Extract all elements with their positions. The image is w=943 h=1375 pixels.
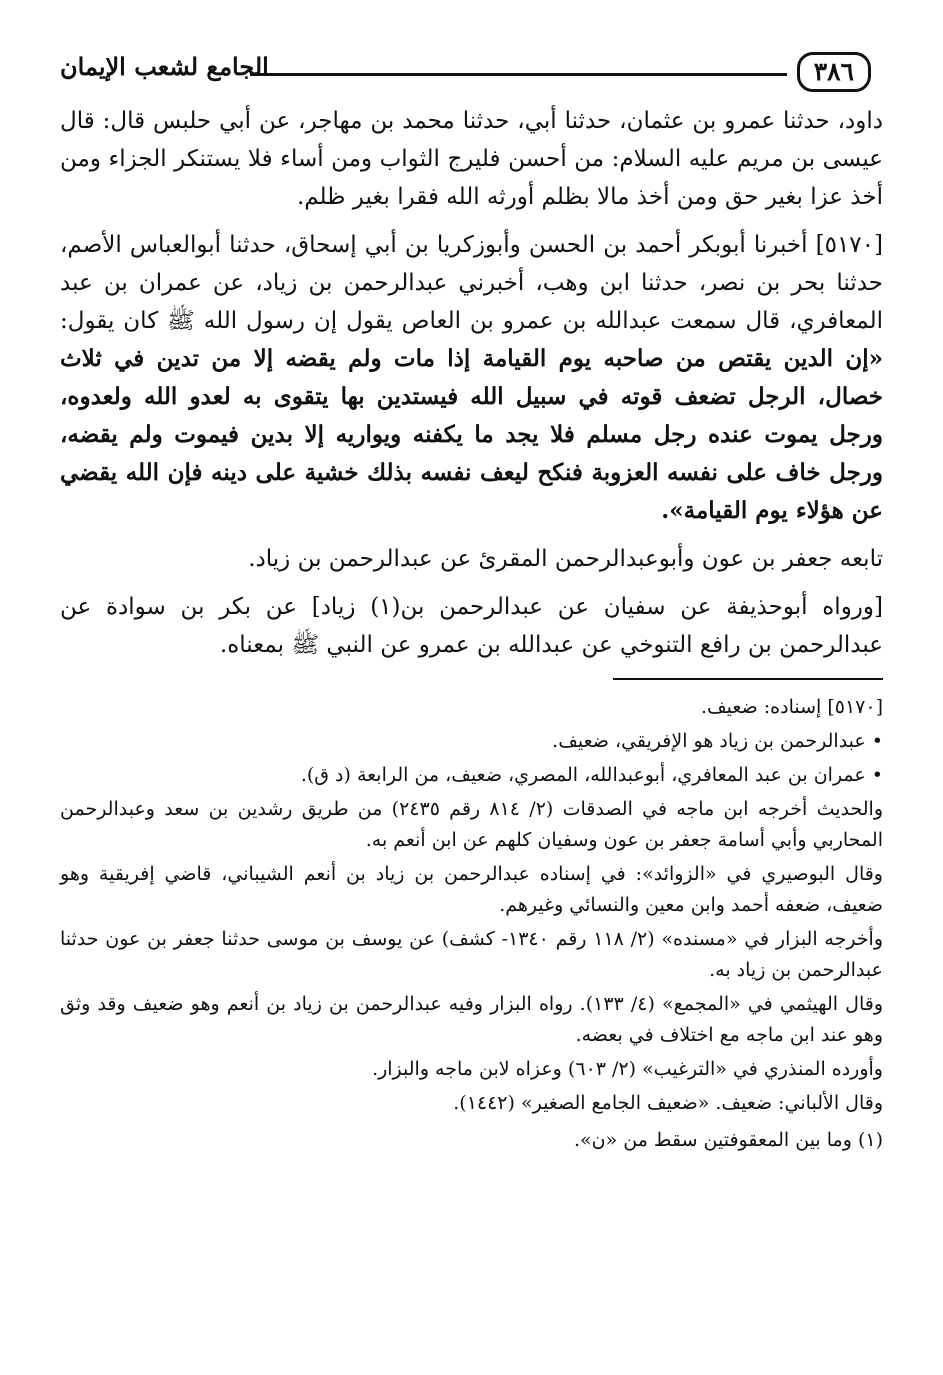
main-text — [60, 102, 883, 664]
note-bazzar: وأخرجه البزار في «مسنده» (٢/ ١١٨ رقم ١٣٤٠- كشف) عن يوسف بن موسى حدثنا جعفر بن عون حدثنا عبدالرحمن بن زياد به. — [60, 928, 883, 981]
page-header — [60, 40, 883, 102]
note-narrator-2: • عمران بن عبد المعافري، أبوعبدالله، المصري، ضعيف، من الرابعة (د ق). — [60, 760, 883, 791]
paragraph-4: [ورواه أبوحذيفة عن سفيان عن عبدالرحمن بن(١) زياد] عن بكر بن سوادة عن عبدالرحمن بن رافع التنوخي عن عبدالله بن عمرو عن النبي ﷺ بمعناه. — [60, 594, 883, 658]
note-haythami: وقال الهيثمي في «المجمع» (٤/ ١٣٣). رواه البزار وفيه عبدالرحمن بن زياد بن أنعم وهو ضعيف وقد وثق وهو عند ابن ماجه مع اختلاف في بعضه. — [60, 993, 883, 1046]
page-number: ٣٨٦ — [797, 52, 871, 92]
note-isnad-grade: [٥١٧٠] إسناده: ضعيف. — [700, 696, 883, 718]
paragraph-1: داود، حدثنا عمرو بن عثمان، حدثنا أبي، حدثنا محمد بن مهاجر، عن أبي حلبس قال: قال عيسى بن مريم عليه السلام: من أحسن فليرج الثواب ومن أساء فلا يستنكر الجزاء ومن أخذ عزا بغير حق ومن أخذ مالا بظلم أورثه الله فقرا بغير ظلم. — [60, 108, 883, 210]
note-albani: وقال الألباني: ضعيف. «ضعيف الجامع الصغير» (١٤٤٢). — [453, 1092, 883, 1114]
note-busiri: وقال البوصيري في «الزوائد»: في إسناده عبدالرحمن بن زياد بن أنعم الشيباني، قاضي إفريقية وهو ضعيف، ضعفه أحمد وابن معين والنسائي وغيرهم. — [60, 863, 883, 916]
book-page — [60, 40, 883, 1345]
footnotes — [60, 692, 883, 1156]
hadith-text: «إن الدين يقتص من صاحبه يوم القيامة إذا مات ولم يقضه إلا من تدين في ثلاث خصال، الرجل تضعف قوته في سبيل الله فيستدين بها يتقوى به لعدو الله ولعدوه، ورجل يموت عنده رجل مسلم فلا يجد ما يكفنه ويواريه إلا بدين فيموت ولم يقضه، ورجل خاف على نفسه العزوبة فنكح ليعف نفسه بذلك خشية على دينه فإن الله يقضي عن هؤلاء يوم القيامة». — [60, 345, 883, 524]
footnote-1: (١) وما بين المعقوفتين سقط من «ن». — [573, 1129, 883, 1151]
note-takhrij-ibn-majah: والحديث أخرجه ابن ماجه في الصدقات (٢/ ٨١٤ رقم ٢٤٣٥) من طريق رشدين بن سعد وعبدالرحمن المحاربي وأبي أسامة جعفر بن عون وسفيان كلهم عن ابن أنعم به. — [60, 798, 883, 851]
note-mundhiri: وأورده المنذري في «الترغيب» (٢/ ٦٠٣) وعزاه لابن ماجه والبزار. — [372, 1058, 883, 1080]
header-rule — [250, 73, 787, 76]
book-title: الجامع لشعب الإيمان — [60, 52, 269, 81]
paragraph-3: تابعه جعفر بن عون وأبوعبدالرحمن المقرئ عن عبدالرحمن بن زياد. — [248, 546, 883, 572]
footnote-separator — [613, 678, 883, 680]
isnad-text: [٥١٧٠] أخبرنا أبوبكر أحمد بن الحسن وأبوزكريا بن أبي إسحاق، حدثنا أبوالعباس الأصم، حدثنا بحر بن نصر، حدثنا ابن وهب، أخبرني عبدالرحمن بن زياد، عن عمران بن عبد المعافري، قال سمعت عبدالله بن عمرو بن العاص يقول إن رسول الله ﷺ كان يقول: — [60, 232, 883, 334]
paragraph-hadith-5170 — [60, 226, 883, 530]
note-narrator-1: • عبدالرحمن بن زياد هو الإفريقي، ضعيف. — [60, 726, 883, 757]
